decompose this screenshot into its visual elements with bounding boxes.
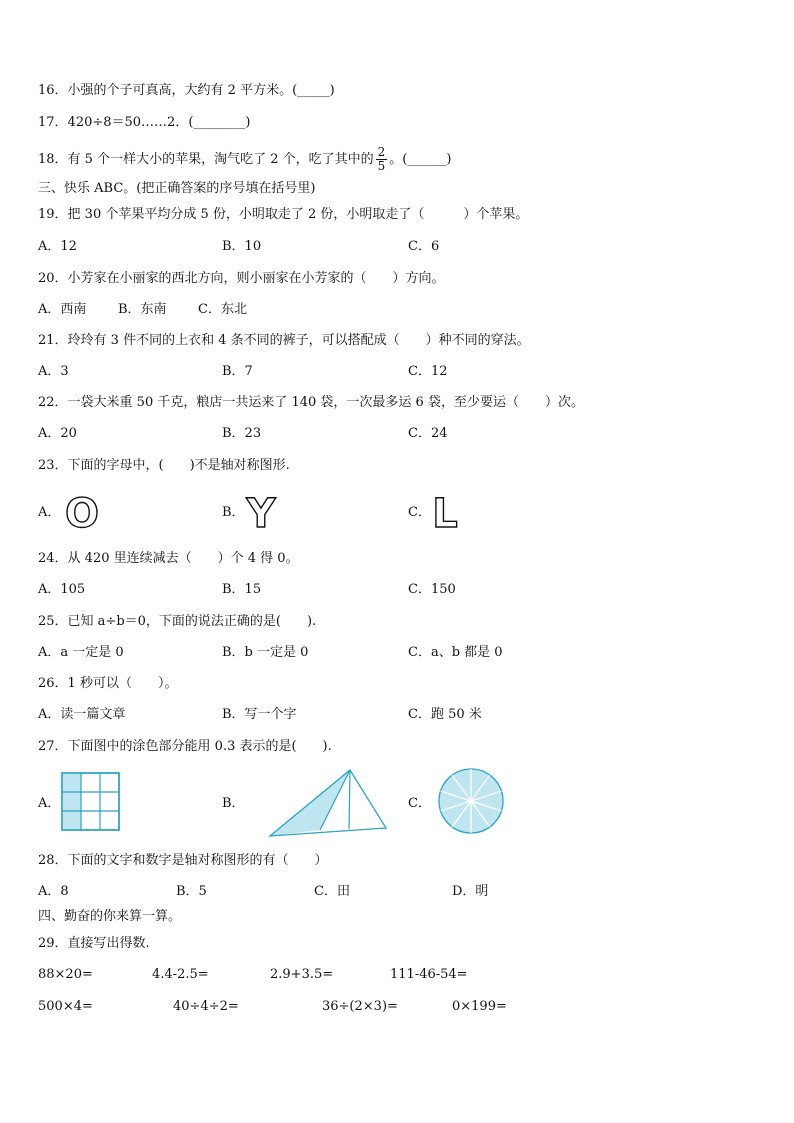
q23-option-a: A． bbox=[38, 505, 61, 520]
calc-item: 36÷(2×3)= bbox=[322, 999, 398, 1014]
calc-item: 500×4= bbox=[38, 999, 93, 1014]
fraction-denominator: 5 bbox=[377, 159, 386, 173]
question-20: 20．小芳家在小丽家的西北方向，则小丽家在小芳家的（ ）方向。 bbox=[38, 271, 445, 286]
q19-option-c: C．6 bbox=[408, 239, 440, 254]
q26-option-b: B．写一个字 bbox=[222, 707, 297, 722]
question-29: 29．直接写出得数. bbox=[38, 936, 150, 951]
q24-option-c: C．150 bbox=[408, 582, 456, 597]
q21-option-c: C．12 bbox=[408, 364, 448, 379]
q20-option-a: A．西南 bbox=[38, 302, 87, 317]
q28-option-b: B．5 bbox=[176, 884, 207, 899]
q19-option-a: A．12 bbox=[38, 239, 77, 254]
section-3-heading: 三、快乐 ABC。(把正确答案的序号填在括号里) bbox=[38, 181, 316, 196]
calc-item: 111-46-54= bbox=[390, 967, 468, 982]
letter-l-outline bbox=[430, 494, 464, 532]
q23-option-c: C． bbox=[408, 505, 431, 520]
fraction-numerator: 2 bbox=[377, 145, 386, 159]
question-24: 24．从 420 里连续减去（ ）个 4 得 0。 bbox=[38, 551, 299, 566]
svg-text:Y: Y bbox=[246, 494, 276, 532]
q21-option-b: B．7 bbox=[222, 364, 253, 379]
calc-item: 4.4-2.5= bbox=[152, 967, 209, 982]
calc-item: 40÷4÷2= bbox=[173, 999, 239, 1014]
question-26: 26．1 秒可以（ ）。 bbox=[38, 676, 178, 691]
q26-option-a: A．读一篇文章 bbox=[38, 707, 126, 722]
q21-option-a: A．3 bbox=[38, 364, 69, 379]
svg-text:O: O bbox=[64, 494, 100, 532]
question-25: 25．已知 a÷b＝0，下面的说法正确的是( ). bbox=[38, 614, 317, 629]
q27-option-b: B． bbox=[222, 796, 245, 811]
letter-o-outline bbox=[62, 494, 102, 532]
q25-option-c: C．a、b 都是 0 bbox=[408, 645, 503, 660]
q28-option-c: C．田 bbox=[314, 884, 350, 899]
calc-item: 2.9+3.5= bbox=[270, 967, 334, 982]
q23-option-b: B． bbox=[222, 505, 245, 520]
svg-text:L: L bbox=[432, 494, 458, 532]
question-18-text: 18．有 5 个一样大小的苹果，淘气吃了 2 个，吃了其中的 bbox=[38, 152, 374, 167]
question-27: 27．下面图中的涂色部分能用 0.3 表示的是( ). bbox=[38, 739, 332, 754]
question-28: 28．下面的文字和数字是轴对称图形的有（ ） bbox=[38, 853, 328, 868]
question-17: 17．420÷8＝50……2．(________) bbox=[38, 115, 251, 130]
fraction bbox=[376, 146, 388, 173]
q24-option-b: B．15 bbox=[222, 582, 262, 597]
grid-figure bbox=[61, 772, 121, 832]
q28-option-d: D．明 bbox=[452, 884, 489, 899]
q22-option-b: B．23 bbox=[222, 426, 262, 441]
triangle-figure bbox=[266, 766, 390, 840]
calc-item: 0×199= bbox=[452, 999, 507, 1014]
circle-figure bbox=[436, 766, 506, 836]
question-19: 19．把 30 个苹果平均分成 5 份，小明取走了 2 份，小明取走了（ ）个苹果。 bbox=[38, 207, 529, 222]
q20-option-b: B．东南 bbox=[118, 302, 167, 317]
question-16: 16．小强的个子可真高，大约有 2 平方米。(_____) bbox=[38, 83, 335, 98]
question-21: 21．玲玲有 3 件不同的上衣和 4 条不同的裤子，可以搭配成（ ）种不同的穿法。 bbox=[38, 333, 530, 348]
q26-option-c: C．跑 50 米 bbox=[408, 707, 482, 722]
q24-option-a: A．105 bbox=[38, 582, 86, 597]
q28-option-a: A．8 bbox=[38, 884, 69, 899]
q25-option-a: A．a 一定是 0 bbox=[38, 645, 124, 660]
letter-y-outline bbox=[244, 494, 278, 532]
q22-option-c: C．24 bbox=[408, 426, 448, 441]
q27-option-a: A． bbox=[38, 796, 61, 811]
question-18 bbox=[38, 146, 451, 173]
q20-option-c: C．东北 bbox=[198, 302, 247, 317]
question-22: 22．一袋大米重 50 千克，粮店一共运来了 140 袋，一次最多运 6 袋，至少要运（ ）次。 bbox=[38, 395, 584, 410]
q22-option-a: A．20 bbox=[38, 426, 77, 441]
q25-option-b: B．b 一定是 0 bbox=[222, 645, 309, 660]
q19-option-b: B．10 bbox=[222, 239, 262, 254]
question-18-blank: 。(______) bbox=[389, 152, 452, 167]
q27-option-c: C． bbox=[408, 796, 431, 811]
question-23: 23．下面的字母中，( )不是轴对称图形. bbox=[38, 458, 290, 473]
section-4-heading: 四、勤奋的你来算一算。 bbox=[38, 909, 182, 924]
calc-item: 88×20= bbox=[38, 967, 93, 982]
